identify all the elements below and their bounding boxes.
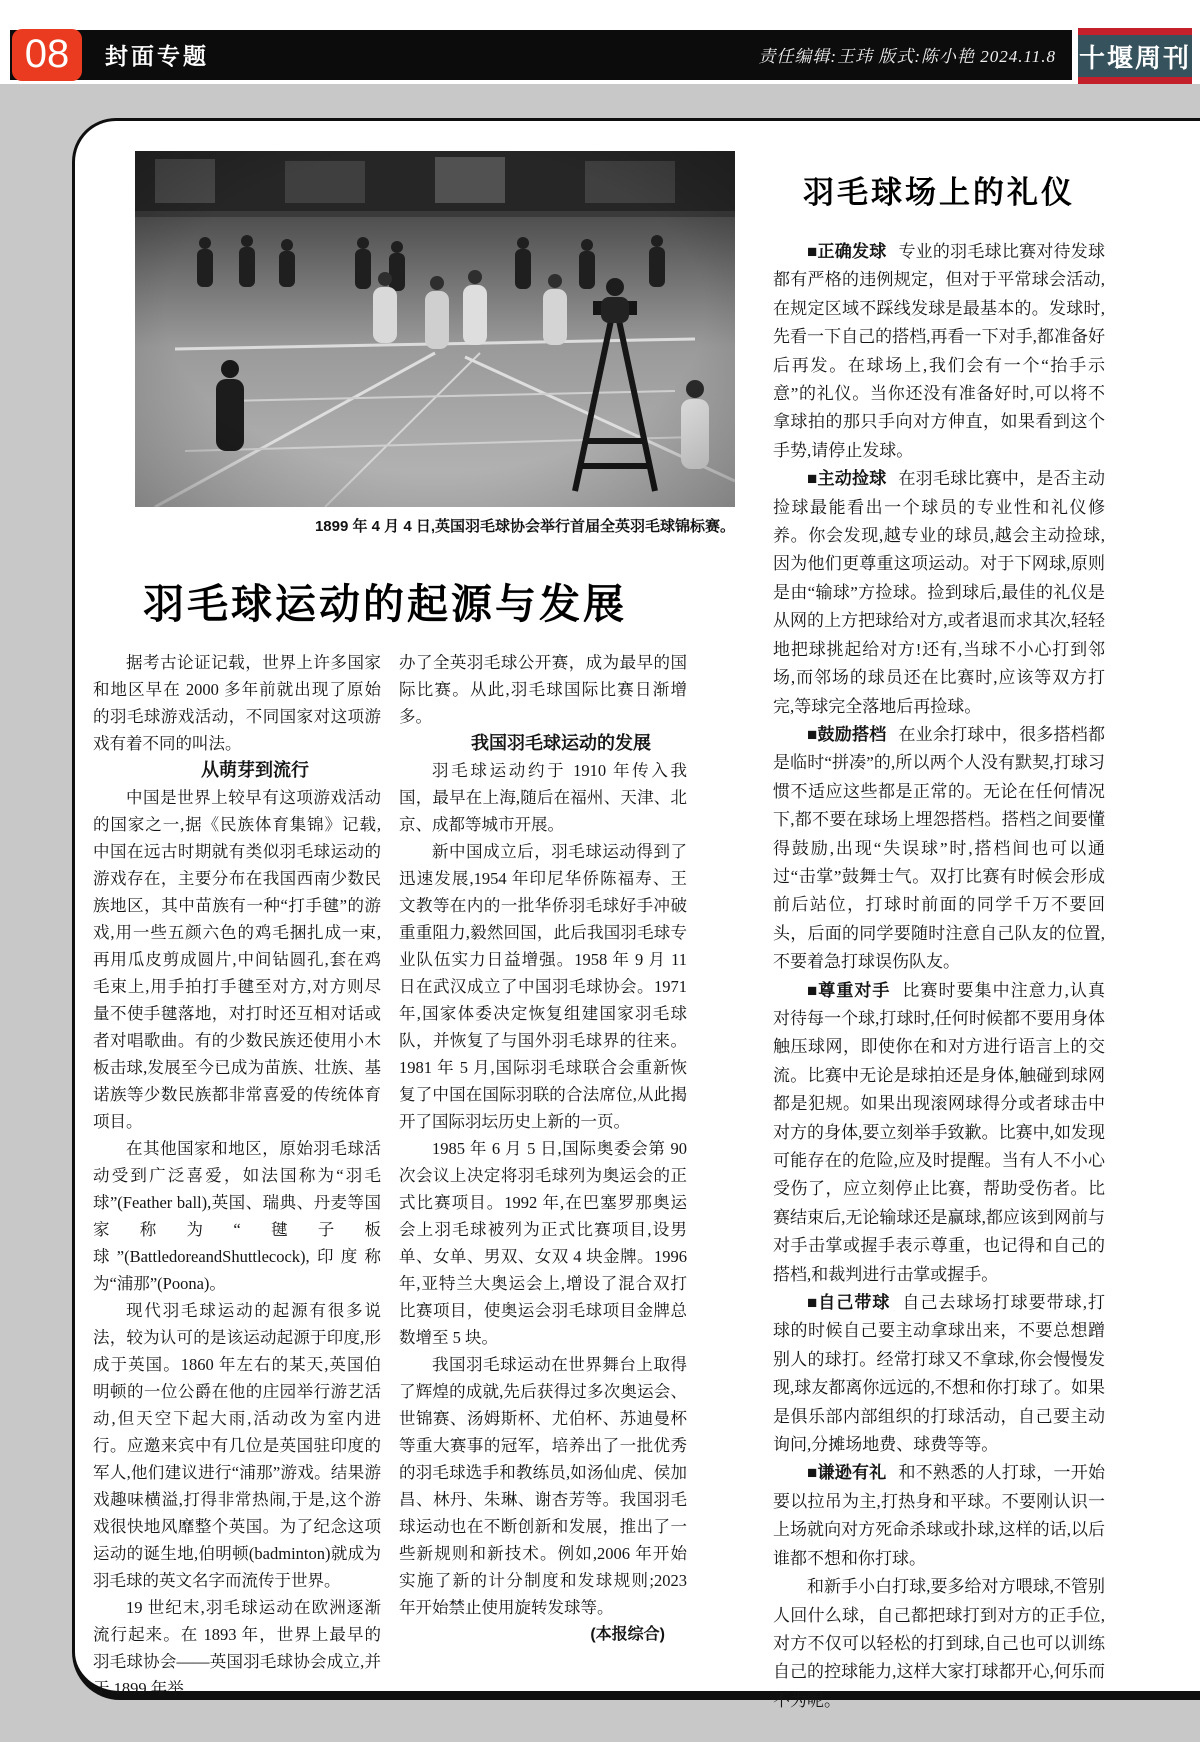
side-article-title: 羽毛球场上的礼仪: [803, 175, 1075, 210]
editor-info: 责任编辑:王玮 版式:陈小艳 2024.11.8: [758, 47, 1056, 66]
etiquette-item: [773, 465, 1105, 721]
masthead-top-rule: [1078, 28, 1192, 35]
paragraph: 据考古论证记载，世界上许多国家和地区早在 2000 多年前就出现了原始的羽毛球游戏活动，不同国家对这项游戏有着不同的叫法。: [93, 653, 381, 753]
item-label: ■尊重对手: [807, 980, 891, 1000]
masthead-bottom-rule: [1078, 77, 1192, 84]
paragraph: 19 世纪末,羽毛球运动在欧洲逐渐流行起来。在 1893 年，世界上最早的羽毛球协会——英国羽毛球协会成立,并于 1899 年举: [93, 1598, 381, 1697]
paragraph: 在其他国家和地区，原始羽毛球活动受到广泛喜爱，如法国称为“羽毛球”(Feather ball),英国、瑞典、丹麦等国家称为“毽子板球”(BattledoreandShuttlecock),印度称为“浦那”(Poona)。: [93, 1139, 381, 1293]
item-label: ■主动捡球: [807, 469, 887, 489]
item-text: 比赛时要集中注意力,认真对待每一个球,打球时,任何时候都不要用身体触压球网，即使你在和对方进行语言上的交流。比赛中无论是球拍还是身体,触碰到球网都是犯规。如果出现滚网球得分或者球击中对方的身体,要立刻举手致歉。比赛中,如发现可能存在的危险,应及时提醒。当有人不小心受伤了，应立刻停止比赛，帮助受伤者。比赛结束后,无论输球还是赢球,都应该到网前与对手击掌或握手表示尊重，也记得和自己的搭档,和裁判进行击掌或握手。: [773, 980, 1105, 1284]
subhead-china-development: 我国羽毛球运动的发展: [471, 733, 651, 753]
side-article: [773, 151, 1105, 1715]
paragraph-continued: 办了全英羽毛球公开赛，成为最早的国际比赛。从此,羽毛球国际比赛日渐增多。: [399, 653, 687, 726]
masthead: [1078, 28, 1192, 84]
main-article-column-1: [93, 649, 381, 1697]
item-text: 专业的羽毛球比赛对待发球都有严格的违例规定，但对于平常球会活动,在规定区域不踩线发球是最基本的。发球时,先看一下自己的搭档,再看一下对手,都准备好后再发。在球场上,我们会有一个“抬手示意”的礼仪。当你还没有准备好时,可以将不拿球拍的那只手向对方伸直，如果看到这个手势,请停止发球。: [773, 242, 1105, 460]
badminton-photo: [135, 151, 735, 507]
photo-caption: 1899 年 4 月 4 日,英国羽毛球协会举行首届全英羽毛球锦标赛。: [314, 518, 735, 535]
item-label: ■自己带球: [807, 1293, 891, 1313]
paragraph: 1985 年 6 月 5 日,国际奥委会第 90 次会议上决定将羽毛球列为奥运会的正式比赛项目。1992 年,在巴塞罗那奥运会上羽毛球被列为正式比赛项目,设男单、女单、男双、女双 4 块金牌。1996 年,亚特兰大奥运会上,增设了混合双打比赛项目，使奥运会羽毛球项目金牌总数增至 5 块。: [399, 1139, 687, 1347]
side-article-body: [773, 238, 1105, 1715]
item-text: 在羽毛球比赛中，是否主动捡球最能看出一个球员的专业性和礼仪修养。你会发现,越专业的球员,越会主动捡球,因为他们更尊重这项运动。对于下网球,原则是由“输球”方捡球。捡到球后,最佳的礼仪是从网的上方把球给对方,或者退而求其次,轻轻地把球挑起给对方!还有,当球不小心打到邻场,而邻场的球员还在比赛时,应该等双方打完,等球完全落地后再捡球。: [773, 469, 1105, 716]
content-card: [72, 118, 1200, 1710]
paragraph: 中国是世界上较早有这项游戏活动的国家之一,据《民族体育集锦》记载,中国在远古时期就有类似羽毛球运动的游戏存在，主要分布在我国西南少数民族地区，其中苗族有一种“打手毽”的游戏,用一些五颜六色的鸡毛捆扎成一束,再用瓜皮剪成圆片,中间钻圆孔,套在鸡毛束上,用手拍打手毽至对方,对方则尽量不使手毽落地，对打时还互相对话或者对唱歌曲。有的少数民族还使用小木板击球,发展至今已成为苗族、壮族、基诺族等少数民族都非常喜爱的传统体育项目。: [93, 788, 381, 1131]
etiquette-item: [773, 238, 1105, 465]
masthead-title: 十堰周刊: [1078, 35, 1192, 77]
paragraph: 新中国成立后，羽毛球运动得到了迅速发展,1954 年印尼华侨陈福寿、王文教等在内的一批华侨羽毛球好手冲破重重阻力,毅然回国，此后我国羽毛球专业队伍实力日益增强。1958 年 9 月 11 日在武汉成立了中国羽毛球协会。1971 年,国家体委决定恢复组建国家羽毛球队，并恢复了与国外羽毛球界的往来。1981 年 5 月,国际羽毛球联合会重新恢复了中国在国际羽联的合法席位,从此揭开了国际羽坛历史上新的一页。: [399, 842, 687, 1131]
page-number-badge: 08: [12, 29, 82, 81]
header-bar: [10, 30, 1072, 80]
item-label: ■鼓励搭档: [807, 724, 887, 744]
main-article-title: 羽毛球运动的起源与发展: [143, 581, 627, 627]
subhead-origin: 从萌芽到流行: [201, 760, 309, 780]
item-text: 和新手小白打球,要多给对方喂球,不管别人回什么球，自己都把球打到对方的正手位,对方不仅可以轻松的打到球,自己也可以训练自己的控球能力,这样大家打球都开心,何乐而不为呢。: [773, 1577, 1105, 1710]
section-title: 封面专题: [105, 43, 209, 69]
main-article-body: [93, 649, 687, 1697]
etiquette-item: [773, 1459, 1105, 1573]
paragraph: 现代羽毛球运动的起源有很多说法，较为认可的是该运动起源于印度,形成于英国。1860 年左右的某天,英国伯明顿的一位公爵在他的庄园举行游艺活动,但天空下起大雨,活动改为室内进行。应邀来宾中有几位是英国驻印度的军人,他们建议进行“浦那”游戏。结果游戏趣味横溢,打得非常热闹,于是,这个游戏很快地风靡整个英国。为了纪念这项运动的诞生地,伯明顿(badminton)就成为羽毛球的英文名字而流传于世界。: [93, 1301, 381, 1590]
paragraph: 羽毛球运动约于 1910 年传入我国，最早在上海,随后在福州、天津、北京、成都等城市开展。: [399, 761, 687, 834]
main-article-column-2: [399, 649, 687, 1697]
item-text: 和不熟悉的人打球，一开始要以拉吊为主,打热身和平球。不要刚认识一上场就向对方死命杀球或扑球,这样的话,以后谁都不想和你打球。: [773, 1463, 1105, 1568]
item-text: 自己去球场打球要带球,打球的时候自己要主动拿球出来，不要总想蹭别人的球打。经常打球又不拿球,你会慢慢发现,球友都离你远远的,不想和你打球了。如果是俱乐部内部组织的打球活动，自己要主动询问,分摊场地费、球费等等。: [773, 1293, 1105, 1455]
badminton-photo-illustration: [135, 151, 735, 507]
item-text: 在业余打球中，很多搭档都是临时“拼凑”的,所以两个人没有默契,打球习惯不适应这些都是正常的。无论在任何情况下,都不要在球场上埋怨搭档。搭档之间要懂得鼓励,出现“失误球”时,搭档间也可以通过“击掌”鼓舞士气。双打比赛有时候会形成前后站位，打球时前面的同学千万不要回头，后面的同学要随时注意自己队友的位置,不要着急打球误伤队友。: [773, 724, 1105, 972]
etiquette-item: [773, 1289, 1105, 1459]
item-label: ■谦逊有礼: [807, 1463, 887, 1483]
etiquette-item: [773, 1573, 1105, 1715]
item-label: ■正确发球: [807, 242, 887, 261]
paragraph: 我国羽毛球运动在世界舞台上取得了辉煌的成就,先后获得过多次奥运会、世锦赛、汤姆斯杯、尤伯杯、苏迪曼杯等重大赛事的冠军，培养出了一批优秀的羽毛球选手和教练员,如汤仙虎、侯加昌、林丹、朱琳、谢杏芳等。我国羽毛球运动也在不断创新和发展，推出了一些新规则和新技术。例如,2006 年开始实施了新的计分制度和发球规则;2023 年开始禁止使用旋转发球等。: [399, 1355, 687, 1617]
byline: (本报综合): [590, 1626, 665, 1643]
etiquette-item: [773, 721, 1105, 977]
etiquette-item: [773, 977, 1105, 1289]
